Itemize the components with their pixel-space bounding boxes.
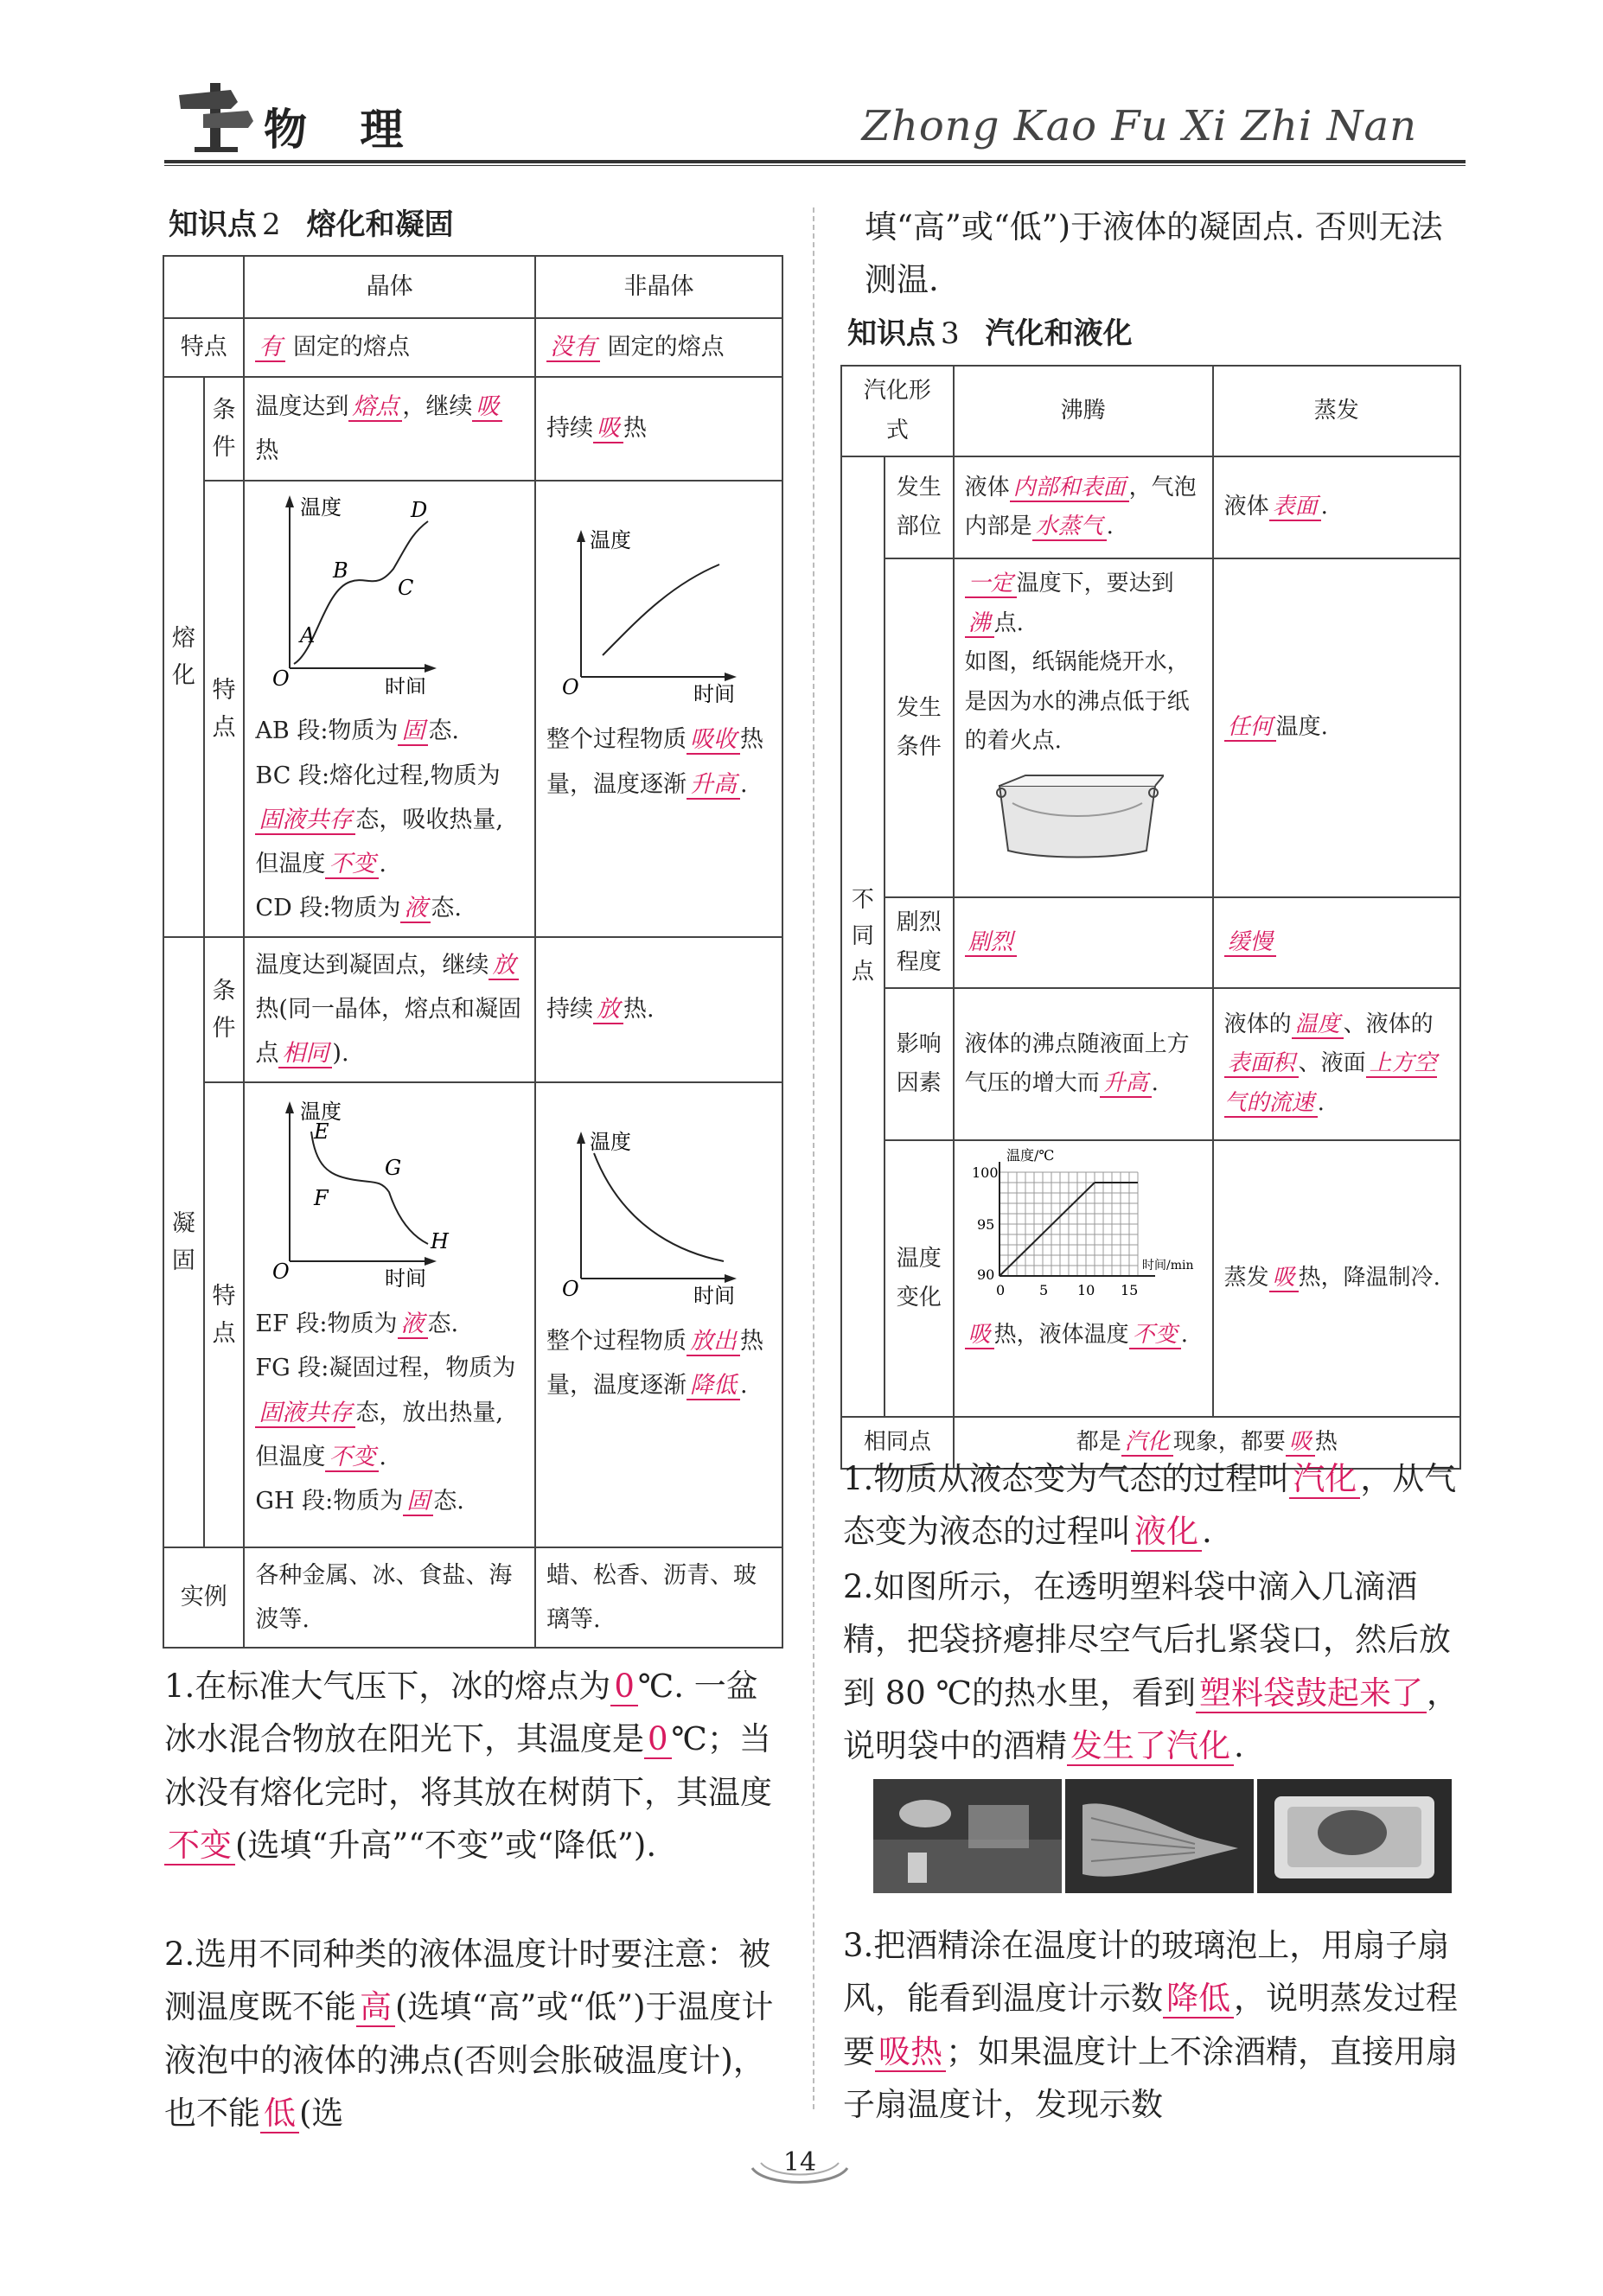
text: 热量，温度逐渐 [546,1328,763,1400]
answer: 不变 [1129,1322,1181,1349]
melting-curve-graph [255,487,514,694]
text: 态. [428,718,460,745]
text: (选填“升高”“不变”或“降低”). [235,1827,657,1865]
tick-0: 0 [995,1282,1005,1298]
text: . [1202,1513,1212,1551]
header-boiling: 沸腾 [954,366,1213,456]
kp2-number: 2 [262,207,281,242]
pt-H: H [431,1228,450,1253]
evap-condition [1213,558,1460,897]
kp2-title: 熔化和凝固 [306,207,454,242]
axis-temp: 温度 [300,1099,342,1124]
header-crystal: 晶体 [244,256,535,318]
axis-temp: 温度 [300,495,342,520]
kp2-heading [169,201,454,243]
melt-amorph-feat [535,481,782,937]
page-number: 14 [782,2147,817,2178]
answer: 吸 [1286,1429,1315,1457]
text: 2.选用不同种类的液体温度计时要注意：被测温度既不能 [164,1936,771,2026]
text: ，气泡内部是 [964,474,1197,539]
tick-5: 5 [1038,1282,1048,1298]
corner-cell [163,256,244,318]
tick-90: 90 [976,1266,994,1283]
text: 态，放出热量,但温度 [255,1399,503,1470]
text: 现象，都要 [1172,1429,1286,1456]
tick-15: 15 [1120,1282,1138,1298]
text: 1.在标准大气压下，冰的熔点为 [164,1668,611,1705]
answer: 放出 [687,1328,740,1356]
diff-label: 不同点 [841,456,885,1417]
answer: 固 [398,718,428,746]
melt-amorph-cond [535,377,782,481]
axis-time: 时间 [693,682,735,703]
page-number-badge [748,2144,852,2187]
column-divider [813,207,814,2109]
melt-crystal-cond [244,377,535,481]
right-q3 [843,1919,1466,2132]
answer: 不变 [325,851,379,879]
signpost-logo-icon [177,80,255,154]
melt-label: 熔化 [163,377,204,937]
answer: 一定 [965,571,1017,598]
answer: 水蒸气 [1032,513,1107,541]
pt-B: B [333,558,349,583]
answer: 固 [403,1488,433,1516]
answer: 低 [260,2095,299,2133]
vaporization-table [840,365,1461,1470]
header-rule [164,160,1466,163]
text: GH 段:物质为 [255,1488,404,1515]
text: 2.如图所示，在透明塑料袋中滴入几滴酒精，把袋挤瘪排尽空气后扎紧袋口，然后放到 80 ℃的热水里，看到 [843,1568,1451,1712]
text: (选 [299,2095,344,2133]
text: 液体 [1223,494,1269,520]
boil-condition [954,558,1213,897]
text: 热，液体温度 [993,1321,1129,1348]
pt-G: G [385,1155,402,1180]
answer: 不变 [164,1827,235,1866]
text: 态. [433,1488,464,1515]
answer: 温度 [1292,1011,1344,1039]
answer: 沸 [965,610,994,638]
solid-amorph-cond [535,937,782,1082]
text: 热 [255,437,279,464]
answer: 任何 [1224,714,1276,742]
text: 整个过程物质 [546,726,687,754]
origin: O [272,666,291,691]
answer: 高 [356,1988,395,2027]
pt-D: D [411,498,428,522]
answer: 吸收 [687,726,740,755]
answer: 吸 [965,1322,994,1349]
answer: 吸 [472,393,502,422]
answer: 上方空气的流速 [1223,1050,1437,1116]
text: 温度达到 [255,392,349,420]
text: . [1320,494,1328,520]
answer: 液化 [1131,1513,1202,1552]
subject-title: 物 理 [264,104,423,155]
text: 、液面 [1298,1050,1366,1077]
right-q1 [843,1452,1466,1559]
text: 热 [623,415,647,443]
answer: 剧烈 [965,929,1017,957]
melt-feat-label: 特点 [204,481,245,937]
row-feature: 特点 [163,318,244,377]
answer: 发生了汽化 [1067,1727,1234,1766]
book-title: Zhong Kao Fu Xi Zhi Nan [861,102,1417,150]
text: ). [332,1040,349,1068]
answer: 没有 [546,334,600,362]
pt-F: F [314,1185,329,1210]
text: EF 段:物质为 [255,1311,398,1338]
text: 固定的熔点 [293,334,410,361]
kp3-label: 知识点 [847,316,936,351]
text: 热. [623,996,655,1024]
axis-temp: 温度 [589,528,631,552]
crystal-examples: 各种金属、冰、食盐、海波等. [244,1547,535,1649]
solidify-curve-graph [255,1088,514,1287]
text: 都是 [1076,1429,1121,1456]
text: . [1151,1070,1159,1096]
origin: O [272,1259,291,1284]
text: 1.物质从液态变为气态的过程叫 [843,1460,1290,1497]
text: 蒸发 [1223,1265,1269,1292]
boil-temp-change [954,1140,1213,1417]
answer: 固液共存 [255,807,355,835]
answer: 液 [400,895,431,923]
evap-factors [1213,988,1460,1140]
axis-temp: 温度 [589,1129,631,1154]
text: 温度下，要达到 [1016,571,1174,596]
melt-cond-label: 条件 [204,377,245,481]
text: 、液体的 [1343,1011,1434,1037]
kp3-heading [847,309,1133,352]
answer: 表面积 [1224,1050,1299,1078]
text: . [739,1372,748,1400]
boil-degree [954,897,1213,988]
header-form: 汽化形式 [841,366,954,456]
evap-degree [1213,897,1460,988]
answer: 缓慢 [1224,929,1276,957]
text: 态，吸收热量,但温度 [255,806,503,878]
text: . [739,770,748,798]
text: ℃. 一盆冰水混合物放在阳光下，其温度是 [164,1668,758,1758]
row-condition: 发生条件 [885,558,954,897]
text: 热(同一晶体，熔点和凝固点 [255,996,521,1068]
right-q2 [843,1560,1466,1773]
answer: 相同 [278,1040,332,1068]
solid-cond-label: 条件 [204,937,245,1082]
answer: 汽化 [1121,1429,1173,1457]
answer: 吸 [593,415,623,443]
boil-location [954,456,1213,558]
axis-time: 时间 [693,1283,735,1304]
answer: 液 [398,1311,428,1339]
answer: 升高 [1100,1070,1152,1098]
solid-label: 凝固 [163,937,204,1547]
paper-pot-image [991,769,1164,864]
photo-bag-in-hot-water [1257,1779,1452,1893]
row-degree: 剧烈程度 [885,897,954,988]
kp3-title: 汽化和液化 [985,316,1133,351]
text: 态. [431,895,462,922]
tick-10: 10 [1076,1282,1095,1298]
answer: 塑料袋鼓起来了 [1196,1674,1427,1713]
amorph-examples: 蜡、松香、沥青、玻璃等. [535,1547,782,1649]
boil-factors [954,988,1213,1140]
text: 整个过程物质 [546,1328,687,1355]
text: 液体的 [1223,1011,1292,1037]
answer: 0 [610,1668,638,1706]
text: . [379,1443,386,1470]
mini-y-label: 温度/℃ [1006,1147,1054,1164]
text: . [379,851,386,878]
row-factors: 影响因素 [885,988,954,1140]
kp2-label: 知识点 [169,207,257,242]
text: 3.把酒精涂在温度计的玻璃泡上，用扇子扇风，能看到温度计示数 [843,1927,1450,2018]
answer: 吸热 [875,2033,946,2072]
answer: 内部和表面 [1010,475,1129,502]
text: ，说明袋中的酒精 [843,1674,1459,1765]
origin: O [561,675,579,699]
tick-95: 95 [976,1216,994,1233]
tick-100: 100 [971,1164,999,1181]
text: . [1180,1321,1188,1348]
melt-crystal-feat [244,481,535,937]
axis-time: 时间 [385,675,427,694]
answer: 吸 [1269,1265,1299,1292]
axis-time: 时间 [385,1266,427,1287]
answer: 降低 [687,1372,740,1400]
text: ，从气态变为液态的过程叫 [843,1460,1457,1551]
text: 如图，纸锅能烧开水，是因为水的沸点低于纸的着火点. [964,649,1190,754]
text: 持续 [546,996,593,1024]
mini-x-label: 时间/min [1141,1259,1194,1272]
amorph-melting-graph [546,487,771,703]
text: AB 段:物质为 [255,718,399,745]
answer: 降低 [1163,1980,1234,2019]
answer: 放 [593,996,623,1024]
answer: 汽化 [1289,1460,1360,1499]
solid-crystal-cond [244,937,535,1082]
amorph-feature [535,318,782,377]
text: . [1234,1727,1244,1765]
crystal-feature [244,318,535,377]
answer: 不变 [325,1444,379,1472]
answer: 0 [644,1720,672,1759]
answer: 熔点 [348,393,402,422]
pt-A: A [300,623,316,647]
answer: 放 [489,952,519,980]
left-q1 [164,1660,778,1872]
text: 点. [993,609,1024,636]
text: . [1317,1089,1325,1116]
text: 温度达到凝固点，继续 [255,951,489,979]
text: 热，降温制冷. [1298,1265,1440,1292]
kp3-number: 3 [941,316,960,351]
text: 热 [1314,1429,1338,1456]
photo-dropping-alcohol [873,1779,1062,1893]
melting-table [163,255,783,1649]
right-continuation: 填“高”或“低”)于液体的凝固点. 否则无法测温. [865,208,1443,299]
header-rule-thin [164,165,1466,166]
photo-bag-tied [1065,1779,1254,1893]
row-temp-change: 温度变化 [885,1140,954,1417]
text: 持续 [546,415,593,443]
text: (选填“高”或“低”)于温度计液泡中的液体的沸点(否则会胀破温度计)，也不能 [164,1988,774,2133]
text: . [1106,513,1114,539]
text: ；如果温度计上不涂酒精，直接用扇子扇温度计，发现示数 [843,2032,1458,2124]
solid-feat-label: 特点 [204,1082,245,1547]
text: 温度. [1275,714,1328,741]
answer: 固液共存 [255,1400,355,1428]
text: 液体的沸点随液面上方气压的增大而 [964,1030,1190,1096]
pt-C: C [398,576,414,600]
text: 态. [427,1311,459,1338]
text: CD 段:物质为 [255,895,401,922]
boiling-temp-graph [965,1146,1198,1302]
row-location: 发生部位 [885,456,954,558]
header-evaporation: 蒸发 [1213,366,1460,456]
text: 固定的熔点 [607,334,725,361]
text: 热量，温度逐渐 [546,726,763,798]
answer: 升高 [687,771,740,800]
evap-location [1213,456,1460,558]
text: BC 段:熔化过程,物质为 [255,762,501,789]
text: 液体 [964,474,1010,501]
header-amorphous: 非晶体 [535,256,782,318]
answer: 有 [255,334,285,362]
pt-E: E [314,1119,329,1144]
text: ℃；当冰没有熔化完时，将其放在树荫下，其温度 [164,1720,772,1811]
row-example: 实例 [163,1547,244,1649]
answer: 表面 [1269,494,1321,521]
origin: O [561,1276,579,1301]
left-q2 [164,1928,778,2140]
text: FG 段:凝固过程，物质为 [255,1355,516,1382]
evap-temp-change [1213,1140,1460,1417]
text: ，说明蒸发过程要 [843,1980,1458,2070]
text: ，继续 [402,392,473,420]
solid-amorph-feat [535,1082,782,1547]
amorph-solidify-graph [546,1088,771,1304]
solid-crystal-feat [244,1082,535,1547]
row-same: 相同点 [841,1417,954,1469]
